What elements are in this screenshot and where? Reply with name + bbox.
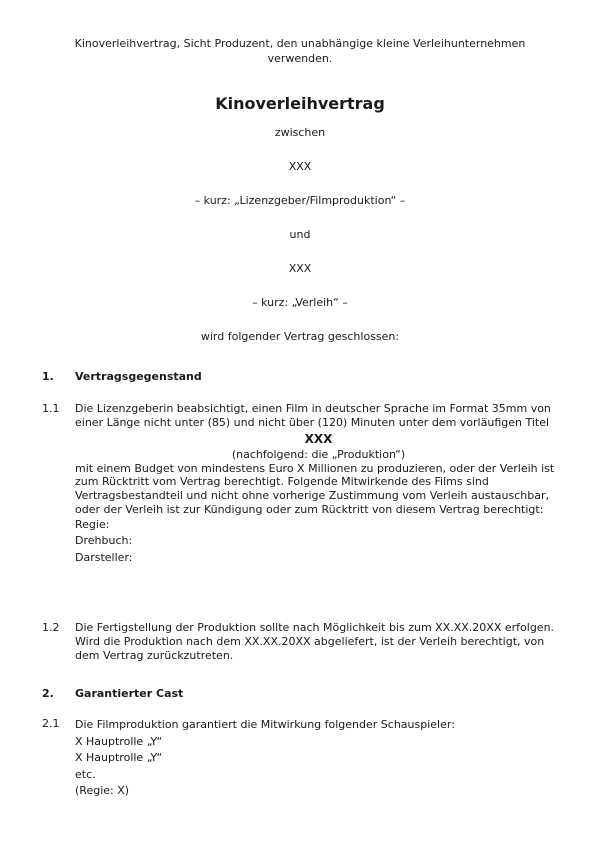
clause-number: 1.2 <box>42 621 60 634</box>
section-number: 1. <box>42 370 54 383</box>
party1-name: XXX <box>288 160 312 173</box>
clause-1-1 <box>42 402 562 566</box>
clause-text: mit einem Budget von mindestens Euro X Millionen zu produzieren, oder der Verleih ist zum Rücktritt vom Vertrag berechtigt. Folgende Mitwirkende des Films sind Vertragsbestandteil und nicht ohne vorherige Zustimmung vom Verleih austauschbar, oder der Verleih ist zur Kündigung oder zum Rücktritt von diesem Vertrag berechtigt: <box>75 461 555 516</box>
section-title: Garantierter Cast <box>75 687 184 700</box>
film-title: XXX <box>304 431 333 446</box>
section-title: Vertragsgegenstand <box>75 370 202 383</box>
list-item: Regie: <box>75 517 110 531</box>
clause-number: 2.1 <box>42 717 60 730</box>
section-heading <box>42 687 183 701</box>
list-item: X Hauptrolle „Y“ <box>75 734 163 748</box>
closing-line: wird folgender Vertrag geschlossen: <box>200 330 400 343</box>
and-label: und <box>289 228 311 241</box>
clause-number: 1.1 <box>42 402 60 415</box>
list-item: etc. <box>75 767 96 781</box>
clause-2-1 <box>42 717 562 800</box>
party2-name: XXX <box>288 262 312 275</box>
list-item: (Regie: X) <box>75 784 130 797</box>
film-note: (nachfolgend: die „Produktion“) <box>231 447 406 461</box>
list-item: Darsteller: <box>75 550 133 564</box>
section-number: 2. <box>42 687 54 700</box>
roles-list <box>75 517 562 567</box>
section-heading <box>42 370 202 384</box>
party2-short: – kurz: „Verleih“ – <box>252 296 348 309</box>
party1-short: – kurz: „Lizenzgeber/Filmproduktion“ – <box>194 194 406 207</box>
clause-text: Die Fertigstellung der Produktion sollte nach Möglichkeit bis zum XX.XX.20XX erfolgen. Wird die Produktion nach dem XX.XX.20XX abgeliefert, ist der Verleih berechtigt, von dem Vertrag zurückzutreten. <box>75 621 555 662</box>
list-item: Drehbuch: <box>75 534 133 548</box>
document-title: Kinoverleihvertrag <box>215 94 385 113</box>
clause-text: Die Filmproduktion garantiert die Mitwirkung folgender Schauspieler: <box>75 718 455 731</box>
between-label: zwischen <box>274 126 326 139</box>
cast-list <box>75 734 562 800</box>
clause-text: Die Lizenzgeberin beabsichtigt, einen Film in deutscher Sprache im Format 35mm von einer Länge nicht unter (85) und nicht über (120) Minuten unter dem vorläufigen Titel <box>75 402 551 429</box>
list-item: X Hauptrolle „Y“ <box>75 751 163 764</box>
clause-1-2 <box>42 621 562 662</box>
document-intro: Kinoverleihvertrag, Sicht Produzent, den unabhängige kleine Verleihunternehmen verwenden. <box>74 37 526 65</box>
